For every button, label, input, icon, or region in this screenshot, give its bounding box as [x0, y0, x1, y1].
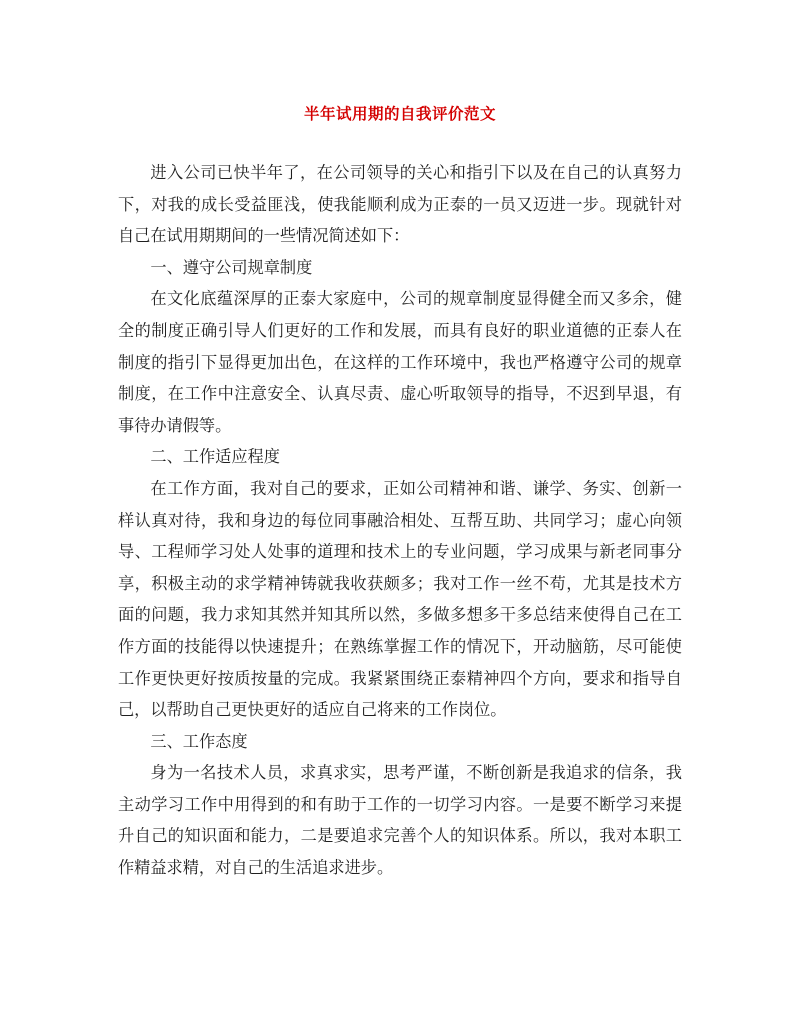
section-heading-adaptation: 二、工作适应程度 — [150, 447, 280, 467]
section-heading-attitude: 三、工作态度 — [150, 731, 248, 751]
document-title: 半年试用期的自我评价范文 — [303, 104, 496, 123]
section-body-rules: 在文化底蕴深厚的正泰大家庭中，公司的规章制度显得健全而又多余，健全的制度正确引导人们更好的工作和发展，而具有良好的职业道德的正泰人在制度的指引下显得更加出色，在这样的工作环境中，我也严格遵守公司的规章制度，在工作中注意安全、认真尽责、虚心听取领导的指导，不迟到早退，有事待办请假等。 — [118, 289, 682, 435]
section-body-attitude: 身为一名技术人员，求真求实，思考严谨，不断创新是我追求的信条，我主动学习工作中用得到的和有助于工作的一切学习内容。一是要不断学习来提升自己的知识面和能力，二是要追求完善个人的知识体系。所以，我对本职工作精益求精，对自己的生活追求进步。 — [118, 763, 682, 878]
section-heading-rules: 一、遵守公司规章制度 — [150, 257, 313, 277]
section-body-adaptation: 在工作方面，我对自己的要求，正如公司精神和谐、谦学、务实、创新一样认真对待，我和身边的每位同事融洽相处、互帮互助、共同学习；虚心向领导、工程师学习处人处事的道理和技术上的专业问题，学习成果与新老同事分享，积极主动的求学精神铸就我收获颇多；我对工作一丝不苟，尤其是技术方面的问题，我力求知其然并知其所以然，多做多想多干多总结来使得自己在工作方面的技能得以快速提升；在熟练掌握工作的情况下，开动脑筋，尽可能使工作更快更好按质按量的完成。我紧紧围绕正泰精神四个方向，要求和指导自己，以帮助自己更快更好的适应自己将来的工作岗位。 — [118, 478, 682, 720]
intro-paragraph: 进入公司已快半年了，在公司领导的关心和指引下以及在自己的认真努力下，对我的成长受益匪浅，使我能顺利成为正泰的一员又迈进一步。现就针对自己在试用期期间的一些情况简述如下： — [118, 163, 682, 246]
document-body — [118, 157, 682, 884]
